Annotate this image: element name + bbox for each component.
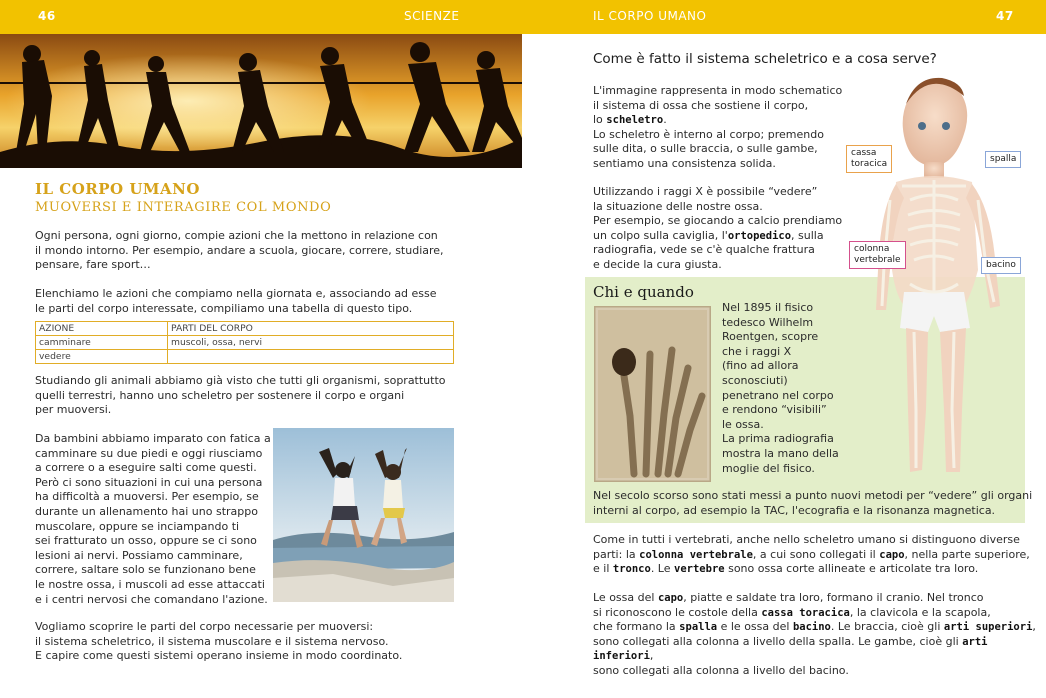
keyword-arti-inferiori: arti inferiori	[593, 635, 988, 663]
text-line	[593, 606, 1046, 621]
label-cassa-toracica	[846, 145, 892, 173]
text-line: interni al corpo, ad esempio la TAC, l'ecografia e la risonanza magnetica.	[593, 503, 996, 517]
keyword-spalla: spalla	[679, 621, 718, 634]
text-span: e il	[593, 562, 613, 576]
text-span: .	[663, 113, 667, 127]
text-line: sono collegati alla colonna a livello del bacino.	[593, 663, 849, 677]
text-line: tedesco Wilhelm	[722, 315, 814, 329]
text-line: Utilizzando i raggi X è possibile “vedere”	[593, 185, 818, 198]
text-line: penetrano nel corpo	[722, 388, 834, 402]
text-line	[593, 635, 1046, 664]
text-span: , sulla	[791, 228, 824, 242]
keyword-colonna-vertebrale: colonna vertebrale	[639, 548, 753, 561]
text-line: Studiando gli animali abbiamo già visto che tutti gli organismi, soprattutto	[35, 374, 446, 387]
text-span: , la clavicola e la scapola,	[849, 605, 991, 619]
section-label-right: IL CORPO UMANO	[593, 9, 707, 23]
table-cell: muscoli, ossa, nervi	[168, 336, 454, 350]
keyword-vertebre: vertebre	[674, 563, 725, 576]
text-line: quelli terrestri, hanno uno scheletro per sostenere il corpo e organi	[35, 388, 405, 402]
text-line: ha difficoltà a muoversi. Per esempio, se	[35, 490, 259, 504]
text-line: Nel secolo scorso sono stati messi a punto nuovi metodi per “vedere” gli organi	[593, 489, 1033, 502]
text-line: Elenchiamo le azioni che compiamo nella giornata e, associando ad esse	[35, 287, 437, 300]
text-line: Roentgen, scopre	[722, 330, 819, 344]
text-line: mostra la mano della	[722, 446, 839, 460]
text-line: Nel 1895 il fisico	[722, 301, 814, 314]
table-cell: vedere	[36, 350, 168, 364]
text-span: ,	[1032, 620, 1036, 634]
text-line: per muoversi.	[35, 403, 112, 417]
text-line: radiografia, vede se c'è qualche frattura	[593, 243, 815, 257]
table-cell: camminare	[36, 336, 168, 350]
table-header-cell: AZIONE	[36, 322, 168, 336]
text-line: e decide la cura giusta.	[593, 257, 722, 271]
text-line: le ossa.	[722, 417, 764, 431]
table-header-cell: PARTI DEL CORPO	[168, 322, 454, 336]
page-number-left: 46	[38, 9, 56, 23]
text-line: le parti del corpo interessate, compiliamo una tabella di questo tipo.	[35, 301, 413, 315]
text-line: Vogliamo scoprire le parti del corpo necessarie per muoversi:	[35, 620, 374, 633]
vertebrates-paragraph	[593, 533, 1030, 577]
text-line: e i centri nervosi che comandano l'azione.	[35, 592, 268, 606]
text-span: un colpo sulla caviglia, l'	[593, 228, 728, 242]
text-line: colonna	[854, 244, 890, 254]
text-line	[593, 548, 1030, 563]
section-label-left: SCIENZE	[404, 9, 460, 23]
keyword-tronco: tronco	[612, 563, 651, 576]
label-colonna-vertebrale	[849, 241, 906, 269]
text-span: si riconoscono le costole della	[593, 605, 762, 619]
text-span: e le ossa del	[717, 620, 793, 634]
movement-paragraph	[35, 432, 271, 607]
text-line: (fino ad allora	[722, 359, 799, 373]
text-line: la situazione delle nostre ossa.	[593, 199, 763, 213]
text-line: correre, saltare solo se funzionano bene	[35, 563, 256, 577]
text-span: lo	[593, 113, 607, 127]
text-line: Ogni persona, ogni giorno, compie azioni che la mettono in relazione con	[35, 229, 438, 242]
page-subtitle: MUOVERSI E INTERAGIRE COL MONDO	[35, 200, 332, 215]
text-span: sono collegati alla colonna a livello della spalla. Le gambe, cioè gli	[593, 634, 963, 648]
jumping-girls-photo	[273, 428, 454, 602]
text-line: Da bambini abbiamo imparato con fatica a	[35, 432, 271, 445]
text-span: parti: la	[593, 547, 640, 561]
keyword-capo: capo	[879, 548, 905, 561]
text-line: sconosciuti)	[722, 373, 788, 387]
page-title: IL CORPO UMANO	[35, 180, 200, 198]
text-line: durante un allenamento hai uno strappo	[35, 504, 258, 518]
text-line: a correre o a eseguire salti come questi.	[35, 461, 257, 475]
keyword-bacino: bacino	[792, 621, 831, 634]
bones-paragraph	[593, 591, 1046, 679]
section-heading: Come è fatto il sistema scheletrico e a cosa serve?	[593, 51, 937, 67]
text-line: moglie del fisico.	[722, 461, 815, 475]
xray-hand-photo	[594, 306, 711, 482]
text-span: che formano la	[593, 620, 680, 634]
keyword-capo: capo	[657, 592, 684, 604]
keyword-ortopedico: ortopedico	[727, 229, 792, 242]
actions-table	[35, 321, 454, 364]
text-span: sono ossa corte allineate e articolate tra loro.	[724, 562, 979, 576]
tug-of-war-photo	[0, 34, 522, 168]
xray-paragraph	[593, 185, 842, 273]
top-banner	[0, 0, 1046, 34]
systems-paragraph	[35, 620, 402, 664]
text-line: E capire come questi sistemi operano insieme in modo coordinato.	[35, 649, 403, 663]
text-line: il sistema scheletrico, il sistema muscolare e il sistema nervoso.	[35, 634, 389, 648]
text-span: , piatte e saldate tra loro, formano il cranio. Nel tronco	[683, 591, 984, 604]
text-line: toracica	[851, 159, 888, 169]
text-line: Però ci sono situazioni in cui una persona	[35, 475, 263, 489]
page-number-right: 47	[996, 9, 1014, 23]
text-line: che i raggi X	[722, 344, 792, 358]
text-line: muscolare, oppure se inciampando ti	[35, 519, 240, 533]
text-line: sei fratturato un osso, oppure se ci sono	[35, 534, 257, 548]
text-span: , a cui sono collegati il	[752, 547, 880, 561]
text-line: il mondo intorno. Per esempio, andare a scuola, giocare, correre, studiare,	[35, 243, 444, 257]
keyword-arti-superiori: arti superiori	[943, 621, 1033, 634]
table-row	[36, 336, 454, 350]
text-line: L'immagine rappresenta in modo schematico	[593, 84, 843, 97]
table-row	[36, 350, 454, 364]
history-box-title: Chi e quando	[593, 283, 694, 301]
skeleton-paragraph	[35, 374, 446, 418]
label-bacino: bacino	[981, 257, 1021, 274]
label-spalla: spalla	[985, 151, 1021, 168]
text-line: Lo scheletro è interno al corpo; premendo	[593, 127, 824, 141]
intro-paragraph	[35, 229, 444, 273]
text-span: ,	[649, 649, 654, 663]
text-line: camminare su due piedi e oggi riusciamo	[35, 446, 263, 460]
text-line	[593, 229, 842, 244]
text-line: sulle dita, o sulle braccia, o sulle gambe,	[593, 142, 818, 156]
text-span: , nella parte superiore,	[904, 547, 1030, 561]
keyword-cassa-toracica: cassa toracica	[761, 606, 850, 619]
history-box-footer	[593, 489, 1032, 518]
text-line: vertebrale	[854, 255, 901, 265]
text-span: . Le braccia, cioè gli	[830, 620, 944, 634]
text-line: Per esempio, se giocando a calcio prendiamo	[593, 214, 843, 228]
text-line: il sistema di ossa che sostiene il corpo,	[593, 98, 809, 112]
text-line: pensare, fare sport…	[35, 258, 151, 272]
text-line: La prima radiografia	[722, 432, 834, 446]
text-line	[593, 591, 1046, 606]
table-cell	[168, 350, 454, 364]
text-line	[593, 113, 842, 128]
text-line: le nostre ossa, i muscoli ad esse attaccati	[35, 577, 265, 591]
text-span: Le ossa del	[593, 591, 658, 604]
text-line	[593, 562, 1030, 577]
text-line	[593, 620, 1046, 635]
table-intro-paragraph	[35, 287, 437, 316]
roentgen-text	[722, 301, 839, 476]
text-line: Come in tutti i vertebrati, anche nello scheletro umano si distinguono diverse	[593, 533, 1020, 546]
keyword-scheletro: scheletro	[606, 114, 664, 127]
text-line: lesioni ai nervi. Possiamo camminare,	[35, 548, 243, 562]
skeleton-intro-paragraph	[593, 84, 842, 172]
table-header-row	[36, 322, 454, 336]
text-line: e rendono “visibili”	[722, 403, 827, 417]
skeleton-child-illustration	[850, 70, 1030, 490]
text-line: sentiamo una consistenza solida.	[593, 156, 776, 170]
text-span: . Le	[650, 562, 675, 576]
text-line: cassa	[851, 148, 877, 158]
